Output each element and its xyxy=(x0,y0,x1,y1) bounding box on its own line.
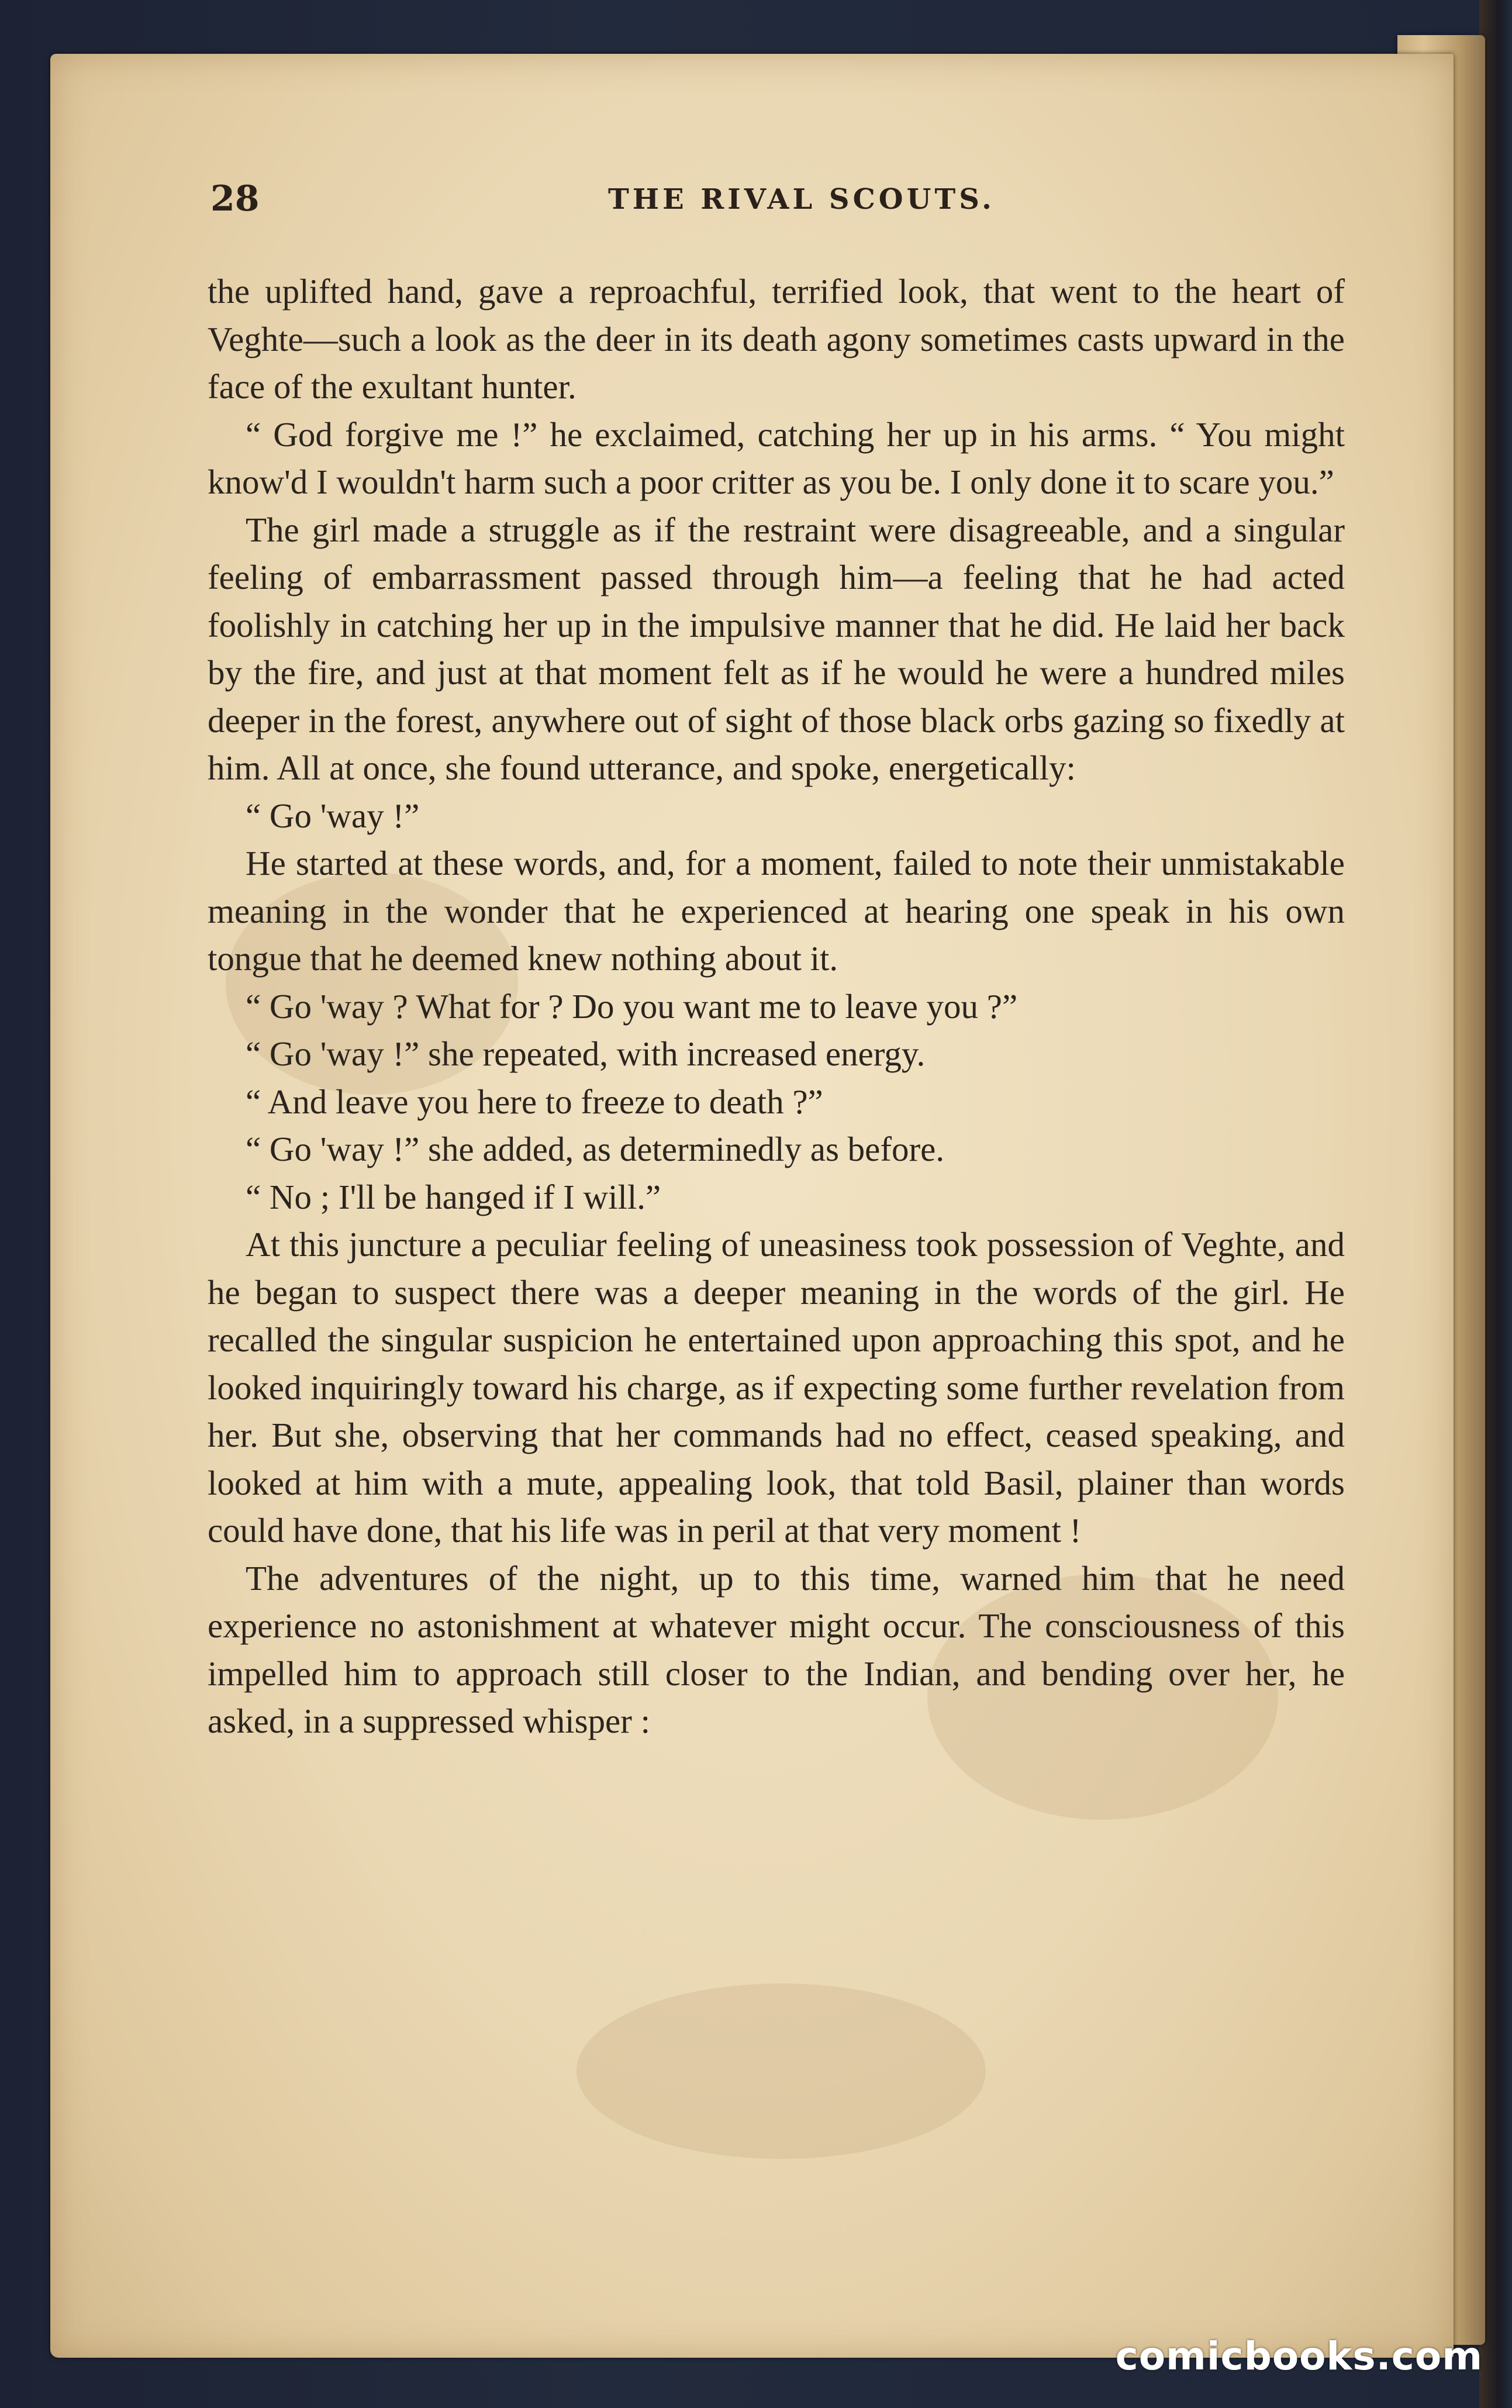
paragraph: “ And leave you here to freeze to death ?” xyxy=(246,1082,823,1121)
paragraph: At this juncture a peculiar feeling of uneasiness took possession of Veghte, and he began to suspect there was a deeper meaning in the words of the girl. He recalled the singular suspicion he entertained upon approaching this spot, and he looked inquiringly toward his charge, as if expecting some further revelation from her. But she, observing that her commands had no effect, ceased speaking, and looked at him with a mute, appealing look, that told Basil, plainer than words could have done, that his life was in peril at that very moment ! xyxy=(208,1225,1345,1550)
paragraph: “ God forgive me !” he exclaimed, catching her up in his arms. “ You might know'd I wouldn't harm such a poor critter as you be. I only done it to scare you.” xyxy=(208,415,1345,501)
paragraph: The girl made a struggle as if the restraint were disagreeable, and a singular feeling of embarrassment passed through him—a feeling that he had acted foolishly in catching her up in the impulsive manner that he did. He laid her back by the fire, and just at that moment felt as if he would he were a hundred miles deeper in the forest, anywhere out of sight of those black orbs gazing so fixedly at him. All at once, she found utterance, and spoke, energetically: xyxy=(208,510,1345,787)
paragraph: “ Go 'way !” xyxy=(246,796,420,835)
body-text xyxy=(208,268,1345,1745)
paragraph: “ Go 'way !” she repeated, with increased energy. xyxy=(246,1034,926,1073)
paragraph: The adventures of the night, up to this time, warned him that he need experience no astonishment at whatever might occur. The consciousness of this impelled him to approach still closer to the Indian, and bending over her, he asked, in a suppressed whisper : xyxy=(208,1558,1345,1740)
watermark: comicbooks.com xyxy=(1115,2334,1483,2379)
paragraph: “ Go 'way ? What for ? Do you want me to leave you ?” xyxy=(246,986,1018,1026)
paragraph: He started at these words, and, for a moment, failed to note their unmistakable meaning in the wonder that he experienced at hearing one speak in his own tongue that he deemed knew nothing about it. xyxy=(208,844,1345,978)
paper-stain xyxy=(577,1983,986,2159)
book-title: THE RIVAL SCOUTS. xyxy=(608,183,995,216)
paragraph: “ Go 'way !” she added, as determinedly as before. xyxy=(246,1130,945,1168)
paragraph: the uplifted hand, gave a reproachful, terrified look, that went to the heart of Veghte—such a look as the deer in its death agony sometimes casts upward in the face of the exultant hunter. xyxy=(208,272,1345,406)
page-number: 28 xyxy=(210,178,260,219)
running-head xyxy=(210,178,1380,231)
paragraph: “ No ; I'll be hanged if I will.” xyxy=(246,1177,661,1216)
